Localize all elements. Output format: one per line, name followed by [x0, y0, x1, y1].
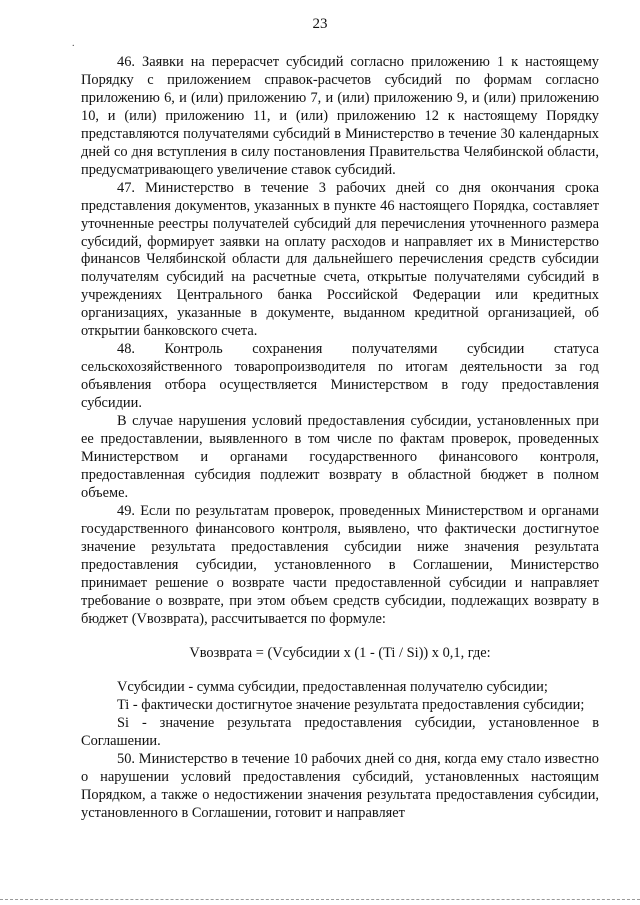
paragraph-47: 47. Министерство в течение 3 рабочих дней со дня окончания срока представления документов, указанных в пункте 46 настоящего Порядка, составляет уточненные реестры получателей субсидий для перечисления уточненного размера субсидий, формирует заявки на оплату расходов и направляет их в Министерство финансов Челябинской области для дальнейшего перечисления средств субсидии получателям субсидий на расчетные счета, открытые получателями субсидий в учреждениях Центрального банка Российской Федерации или кредитных организациях, указанные в документе, выданном кредитной организацией, об открытии банковского счета.	[81, 179, 599, 340]
formula: Vвозврата = (Vсубсидии x (1 - (Ti / Si)) x 0,1, где:	[189, 644, 491, 661]
paragraph-48: 48. Контроль сохранения получателями субсидии статуса сельскохозяйственного товаропроизводителя по итогам деятельности за год объявления отбора осуществляется Министерством в году предоставления субсидии.	[81, 341, 599, 412]
paragraph-46: 46. Заявки на перерасчет субсидий согласно приложению 1 к настоящему Порядку с приложением справок-расчетов субсидий по формам согласно приложению 6, и (или) приложению 7, и (или) приложению 9, и (или) приложению 10, и (или) приложению 11, и (или) приложению 12 к настоящему Порядку представляются получателями субсидий в Министерство в течение 30 календарных дней со дня вступления в силу постановления Правительства Челябинской области, предусматривающего увеличение ставок субсидий.	[81, 54, 599, 178]
page-number: 23	[312, 16, 328, 32]
page-bottom-edge	[0, 899, 640, 901]
paragraph-49: 49. Если по результатам проверок, проведенных Министерством и органами государственного финансового контроля, выявлено, что фактически достигнутое значение результата предоставления субсидии ниже значения результата предоставления субсидии, установленного в Соглашении, Министерство принимает решение о возврате части предоставленной субсидии и направляет требование о возврате, при этом объем средств субсидии, подлежащих возврату в бюджет (Vвозврата), рассчитывается по формуле:	[81, 502, 599, 627]
paragraph-48-violation: В случае нарушения условий предоставления субсидии, установленных при ее предоставлении, выявленного в том числе по фактам проверок, проведенных Министерством и органами государственного финансового контроля, предоставленная субсидия подлежит возврату в областной бюджет в полном объеме.	[81, 413, 599, 501]
document-body	[81, 54, 599, 823]
corner-mark: .	[72, 38, 75, 49]
definition-si: Si - значение результата предоставления субсидии, установленное в Соглашении.	[81, 715, 599, 750]
paragraph-50: 50. Министерство в течение 10 рабочих дней со дня, когда ему стало известно о нарушении условий предоставления субсидий, установленных настоящим Порядком, а также о недостижении значения результата предоставления субсидии, установленного в Соглашении, готовит и направляет	[81, 751, 599, 822]
definition-vsubsidii: Vсубсидии - сумма субсидии, предоставленная получателю субсидии;	[117, 679, 548, 696]
definition-ti: Ti - фактически достигнутое значение результата предоставления субсидии;	[117, 697, 585, 714]
